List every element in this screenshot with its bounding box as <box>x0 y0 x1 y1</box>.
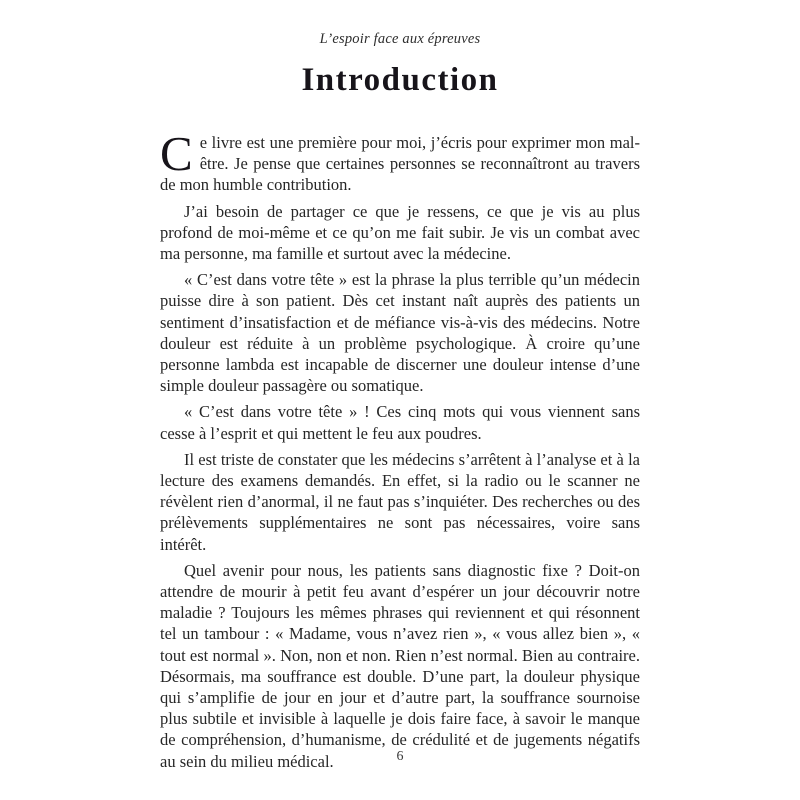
paragraph: « C’est dans votre tête » ! Ces cinq mots qui vous viennent sans cesse à l’esprit et qui mettent le feu aux poudres. <box>160 402 640 443</box>
chapter-title: Introduction <box>301 62 499 98</box>
paragraph: J’ai besoin de partager ce que je ressens, ce que je vis au plus profond de moi-même et ce qu’on me fait subir. Je vis un combat avec ma personne, ma famille et surtout avec la médecine. <box>160 201 640 264</box>
drop-cap: C <box>160 126 193 181</box>
page-number: 6 <box>396 749 404 764</box>
body-text <box>160 126 640 772</box>
paragraph: Il est triste de constater que les médecins s’arrêtent à l’analyse et à la lecture des examens demandés. En effet, si la radio ou le scanner ne révèlent rien d’anormal, il ne faut pas s’inquiéter. Des recherches ou des prélèvements supplémentaires ne sont pas nécessaires, voire sans intérêt. <box>160 449 640 554</box>
opening-paragraph-text: e livre est une première pour moi, j’écris pour exprimer mon mal-être. Je pense que certaines personnes se reconnaîtront au travers de mon humble contribution. <box>160 133 640 195</box>
opening-paragraph <box>160 126 640 196</box>
paragraph: « C’est dans votre tête » est la phrase la plus terrible qu’un médecin puisse dire à son patient. Dès cet instant naît auprès des patients un sentiment d’insatisfaction et de méfiance vis-à-vis des médecins. Notre douleur est réduite à un problème psychologique. À croire qu’une personne lambda est incapable de discerner une douleur intense d’une simple douleur passagère ou somatique. <box>160 270 640 396</box>
paragraph: Quel avenir pour nous, les patients sans diagnostic fixe ? Doit-on attendre de mourir à petit feu avant d’espérer un jour découvrir notre maladie ? Toujours les mêmes phrases qui reviennent et qui résonnent tel un tambour : « Madame, vous n’avez rien », « vous allez bien », « tout est normal ». Non, non et non. Rien n’est normal. Bien au contraire. Désormais, ma souffrance est double. D’une part, la douleur physique qui s’amplifie de jour en jour et d’autre part, la souffrance sournoise plus subtile et invisible à laquelle je dois faire face, à savoir le manque de compréhension, d’humanisme, de crédulité et de jugements négatifs au sein du milieu médical. <box>160 560 640 771</box>
running-header: L’espoir face aux épreuves <box>319 31 481 47</box>
